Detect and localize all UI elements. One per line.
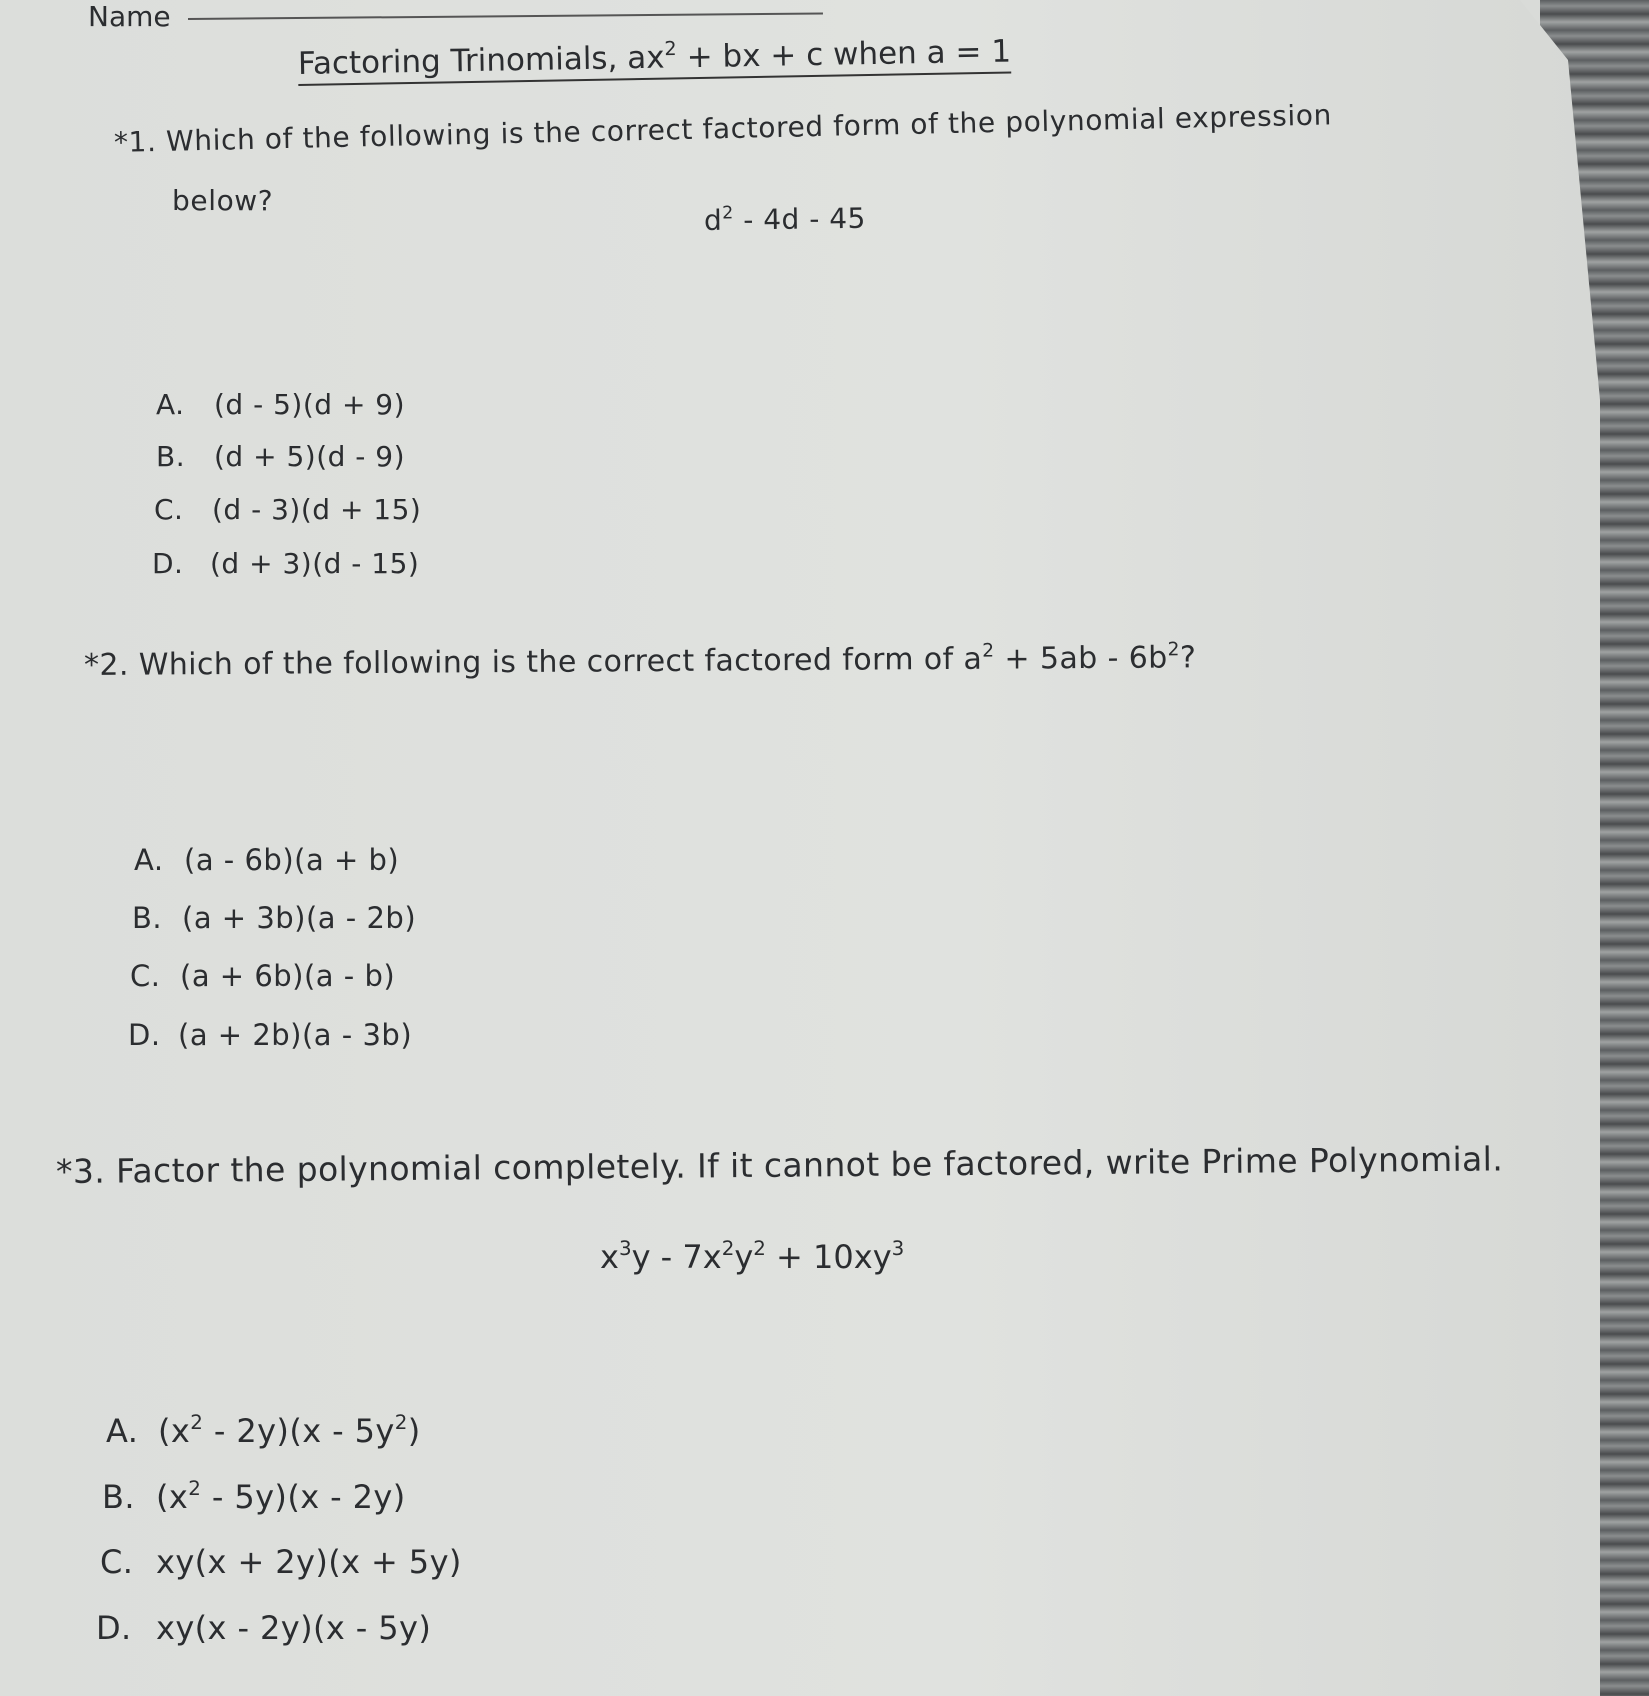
q1-option-a[interactable]: A. (d - 5)(d + 9) <box>156 388 406 421</box>
q3-option-c[interactable]: C. xy(x + 2y)(x + 5y) <box>100 1543 462 1581</box>
q2-option-b[interactable]: B. (a + 3b)(a - 2b) <box>132 901 417 935</box>
question-2-text: *2. Which of the following is the correct factored form of $a^2 + 5ab - 6b^2$? <box>83 639 1197 683</box>
question-1-expression: $d^2 - 4d - 45$ <box>703 201 867 237</box>
worksheet-title: Factoring Trinomials, $ax^2$ + bx + c when a = 1 <box>298 34 1012 86</box>
name-label: Name <box>88 0 171 33</box>
question-3-text: *3. Factor the polynomial completely. If it cannot be factored, write Prime Polynomial. <box>55 1139 1504 1191</box>
q1-option-b[interactable]: B. (d + 5)(d - 9) <box>156 440 406 473</box>
q2-option-c[interactable]: C. (a + 6b)(a - b) <box>130 959 396 993</box>
question-1-text-cont: below? <box>172 184 274 217</box>
q1-option-d[interactable]: D. (d + 3)(d - 15) <box>152 547 420 580</box>
q3-option-a[interactable]: A. $(x^2 - 2y)(x - 5y^2)$ <box>106 1411 421 1450</box>
question-3-expression: $x^3y - 7x^2y^2 + 10xy^3$ <box>600 1237 905 1276</box>
q1-option-c[interactable]: C. (d - 3)(d + 15) <box>154 493 422 526</box>
question-1-text: *1. Which of the following is the correct factored form of the polynomial expression <box>113 98 1333 159</box>
q3-option-b[interactable]: B. $(x^2 - 5y)(x - 2y)$ <box>102 1477 406 1516</box>
q2-option-d[interactable]: D. (a + 2b)(a - 3b) <box>128 1018 413 1052</box>
q3-option-d[interactable]: D. xy(x - 2y)(x - 5y) <box>96 1609 432 1647</box>
q2-option-a[interactable]: A. (a - 6b)(a + b) <box>134 843 400 877</box>
